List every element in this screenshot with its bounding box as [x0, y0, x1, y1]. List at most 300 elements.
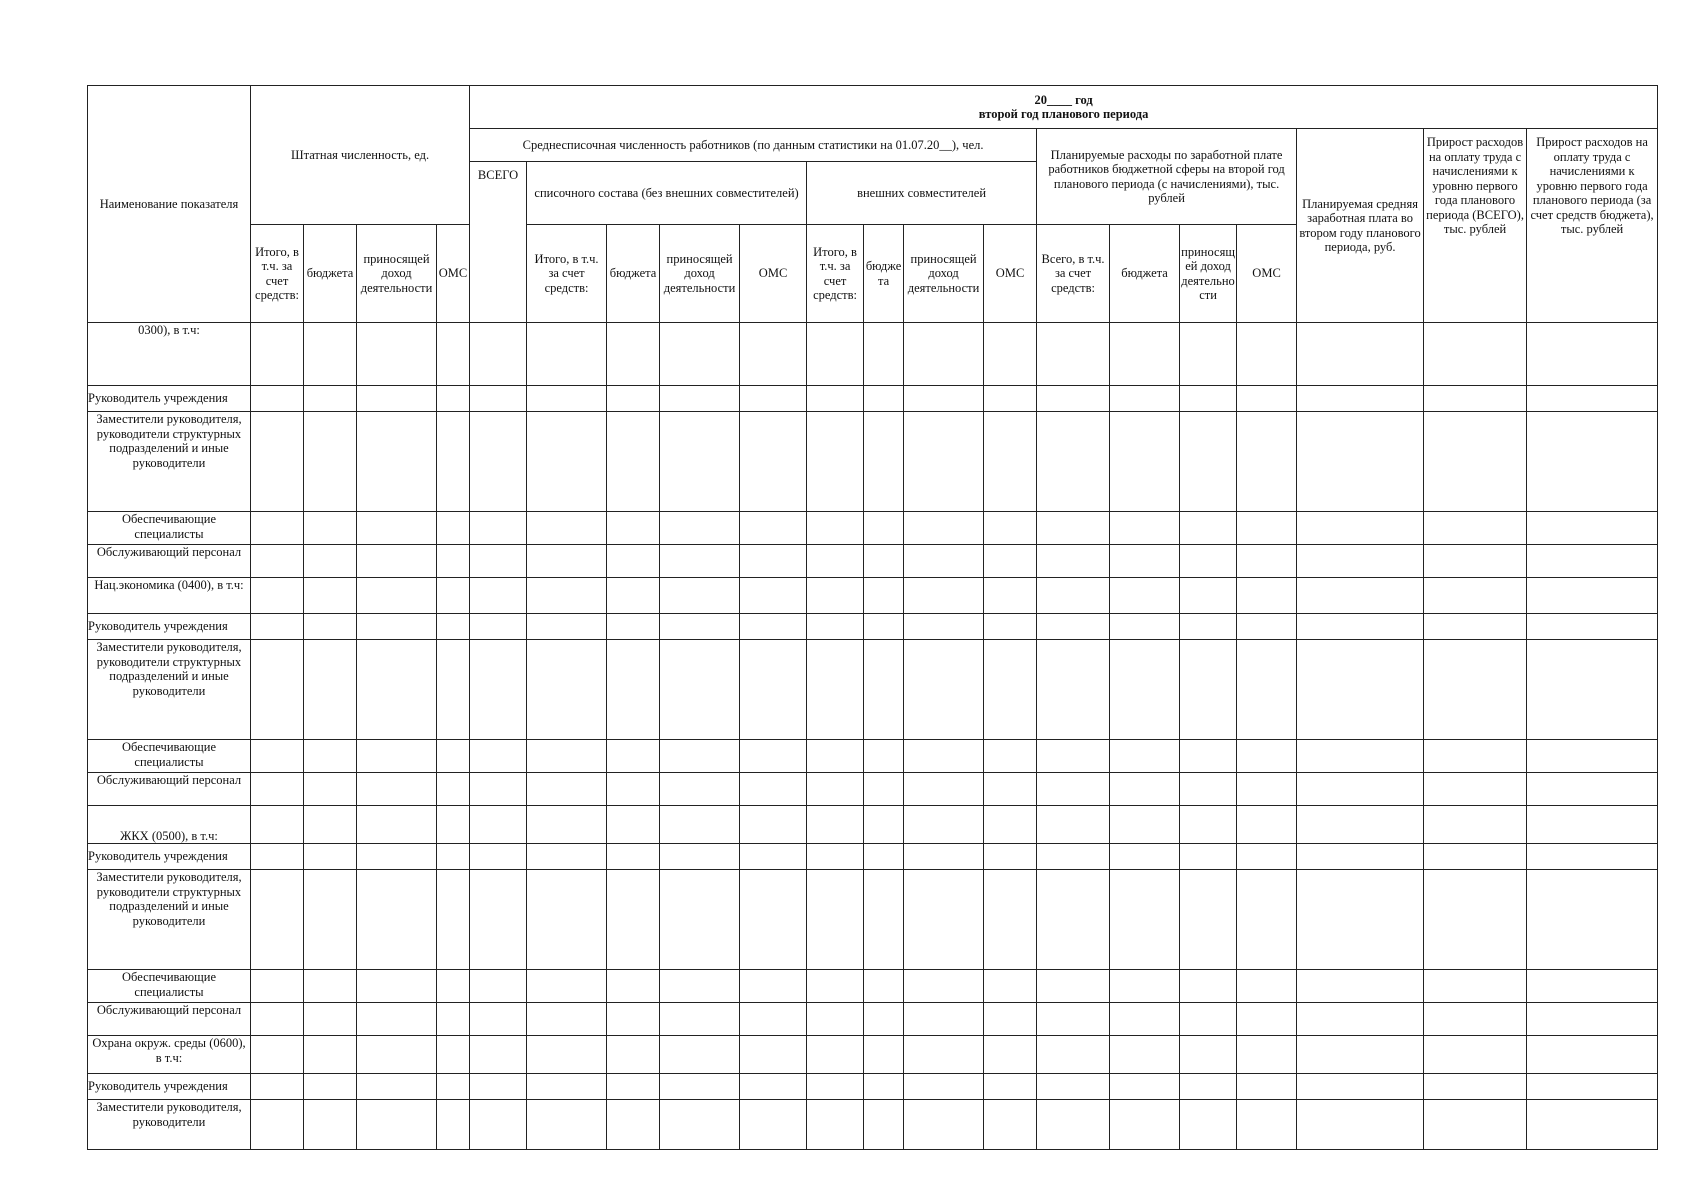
data-cell[interactable] — [304, 512, 357, 545]
data-cell[interactable] — [357, 740, 437, 773]
data-cell[interactable] — [357, 614, 437, 640]
data-cell[interactable] — [527, 1036, 607, 1074]
data-cell[interactable] — [1180, 1003, 1237, 1036]
data-cell[interactable] — [527, 806, 607, 844]
data-cell[interactable] — [607, 512, 660, 545]
data-cell[interactable] — [904, 1074, 984, 1100]
data-cell[interactable] — [740, 512, 807, 545]
data-cell[interactable] — [357, 512, 437, 545]
data-cell[interactable] — [1424, 545, 1527, 578]
data-cell[interactable] — [984, 386, 1037, 412]
data-cell[interactable] — [1237, 1003, 1297, 1036]
data-cell[interactable] — [1110, 870, 1180, 970]
data-cell[interactable] — [1297, 512, 1424, 545]
data-cell[interactable] — [864, 412, 904, 512]
data-cell[interactable] — [984, 806, 1037, 844]
data-cell[interactable] — [304, 412, 357, 512]
data-cell[interactable] — [1037, 1003, 1110, 1036]
data-cell[interactable] — [1527, 844, 1658, 870]
data-cell[interactable] — [1527, 740, 1658, 773]
data-cell[interactable] — [1180, 740, 1237, 773]
data-cell[interactable] — [864, 806, 904, 844]
data-cell[interactable] — [1180, 412, 1237, 512]
data-cell[interactable] — [740, 806, 807, 844]
data-cell[interactable] — [1297, 970, 1424, 1003]
data-cell[interactable] — [1180, 512, 1237, 545]
data-cell[interactable] — [527, 545, 607, 578]
data-cell[interactable] — [607, 578, 660, 614]
data-cell[interactable] — [1297, 870, 1424, 970]
data-cell[interactable] — [470, 578, 527, 614]
data-cell[interactable] — [807, 386, 864, 412]
data-cell[interactable] — [1297, 640, 1424, 740]
data-cell[interactable] — [1527, 412, 1658, 512]
data-cell[interactable] — [470, 1003, 527, 1036]
data-cell[interactable] — [1297, 412, 1424, 512]
data-cell[interactable] — [984, 844, 1037, 870]
data-cell[interactable] — [1110, 806, 1180, 844]
data-cell[interactable] — [740, 386, 807, 412]
data-cell[interactable] — [740, 614, 807, 640]
data-cell[interactable] — [357, 1074, 437, 1100]
data-cell[interactable] — [470, 412, 527, 512]
data-cell[interactable] — [807, 545, 864, 578]
data-cell[interactable] — [1237, 323, 1297, 386]
data-cell[interactable] — [437, 323, 470, 386]
data-cell[interactable] — [864, 1100, 904, 1150]
data-cell[interactable] — [1037, 614, 1110, 640]
data-cell[interactable] — [1180, 614, 1237, 640]
data-cell[interactable] — [1424, 614, 1527, 640]
data-cell[interactable] — [660, 740, 740, 773]
data-cell[interactable] — [904, 1036, 984, 1074]
data-cell[interactable] — [527, 1100, 607, 1150]
data-cell[interactable] — [1297, 545, 1424, 578]
data-cell[interactable] — [1424, 578, 1527, 614]
data-cell[interactable] — [1180, 773, 1237, 806]
data-cell[interactable] — [304, 614, 357, 640]
data-cell[interactable] — [904, 1100, 984, 1150]
data-cell[interactable] — [251, 844, 304, 870]
data-cell[interactable] — [1037, 1036, 1110, 1074]
data-cell[interactable] — [1297, 1036, 1424, 1074]
data-cell[interactable] — [807, 640, 864, 740]
data-cell[interactable] — [607, 323, 660, 386]
data-cell[interactable] — [660, 870, 740, 970]
data-cell[interactable] — [660, 614, 740, 640]
data-cell[interactable] — [357, 844, 437, 870]
data-cell[interactable] — [607, 870, 660, 970]
data-cell[interactable] — [357, 970, 437, 1003]
data-cell[interactable] — [984, 1100, 1037, 1150]
data-cell[interactable] — [470, 870, 527, 970]
data-cell[interactable] — [1424, 412, 1527, 512]
data-cell[interactable] — [1110, 412, 1180, 512]
data-cell[interactable] — [437, 773, 470, 806]
data-cell[interactable] — [251, 545, 304, 578]
data-cell[interactable] — [304, 1100, 357, 1150]
data-cell[interactable] — [1527, 614, 1658, 640]
data-cell[interactable] — [740, 640, 807, 740]
data-cell[interactable] — [251, 773, 304, 806]
data-cell[interactable] — [437, 545, 470, 578]
data-cell[interactable] — [527, 386, 607, 412]
data-cell[interactable] — [607, 806, 660, 844]
data-cell[interactable] — [1297, 386, 1424, 412]
data-cell[interactable] — [864, 323, 904, 386]
data-cell[interactable] — [251, 1100, 304, 1150]
data-cell[interactable] — [1037, 1074, 1110, 1100]
data-cell[interactable] — [607, 773, 660, 806]
data-cell[interactable] — [470, 970, 527, 1003]
data-cell[interactable] — [904, 614, 984, 640]
data-cell[interactable] — [1180, 578, 1237, 614]
data-cell[interactable] — [1180, 844, 1237, 870]
data-cell[interactable] — [807, 740, 864, 773]
data-cell[interactable] — [527, 323, 607, 386]
data-cell[interactable] — [1037, 578, 1110, 614]
data-cell[interactable] — [660, 1074, 740, 1100]
data-cell[interactable] — [607, 740, 660, 773]
data-cell[interactable] — [1037, 323, 1110, 386]
data-cell[interactable] — [1297, 1074, 1424, 1100]
data-cell[interactable] — [437, 870, 470, 970]
data-cell[interactable] — [864, 844, 904, 870]
data-cell[interactable] — [660, 844, 740, 870]
data-cell[interactable] — [864, 1074, 904, 1100]
data-cell[interactable] — [740, 1100, 807, 1150]
data-cell[interactable] — [304, 1036, 357, 1074]
data-cell[interactable] — [251, 740, 304, 773]
data-cell[interactable] — [1180, 323, 1237, 386]
data-cell[interactable] — [527, 640, 607, 740]
data-cell[interactable] — [660, 578, 740, 614]
data-cell[interactable] — [904, 545, 984, 578]
data-cell[interactable] — [740, 412, 807, 512]
data-cell[interactable] — [1037, 386, 1110, 412]
data-cell[interactable] — [660, 412, 740, 512]
data-cell[interactable] — [607, 1036, 660, 1074]
data-cell[interactable] — [1110, 640, 1180, 740]
data-cell[interactable] — [1180, 1074, 1237, 1100]
data-cell[interactable] — [807, 323, 864, 386]
data-cell[interactable] — [437, 512, 470, 545]
data-cell[interactable] — [607, 545, 660, 578]
data-cell[interactable] — [984, 1074, 1037, 1100]
data-cell[interactable] — [1237, 412, 1297, 512]
data-cell[interactable] — [807, 1003, 864, 1036]
data-cell[interactable] — [660, 773, 740, 806]
data-cell[interactable] — [527, 870, 607, 970]
data-cell[interactable] — [1424, 386, 1527, 412]
data-cell[interactable] — [1110, 773, 1180, 806]
data-cell[interactable] — [1424, 970, 1527, 1003]
data-cell[interactable] — [984, 740, 1037, 773]
data-cell[interactable] — [304, 1074, 357, 1100]
data-cell[interactable] — [904, 806, 984, 844]
data-cell[interactable] — [1110, 323, 1180, 386]
data-cell[interactable] — [660, 1003, 740, 1036]
data-cell[interactable] — [1297, 1003, 1424, 1036]
data-cell[interactable] — [607, 640, 660, 740]
data-cell[interactable] — [864, 640, 904, 740]
data-cell[interactable] — [1424, 323, 1527, 386]
data-cell[interactable] — [527, 740, 607, 773]
data-cell[interactable] — [437, 412, 470, 512]
data-cell[interactable] — [527, 512, 607, 545]
data-cell[interactable] — [864, 545, 904, 578]
data-cell[interactable] — [357, 640, 437, 740]
data-cell[interactable] — [904, 386, 984, 412]
data-cell[interactable] — [251, 640, 304, 740]
data-cell[interactable] — [1527, 323, 1658, 386]
data-cell[interactable] — [1037, 970, 1110, 1003]
data-cell[interactable] — [864, 512, 904, 545]
data-cell[interactable] — [984, 578, 1037, 614]
data-cell[interactable] — [864, 614, 904, 640]
data-cell[interactable] — [1297, 844, 1424, 870]
data-cell[interactable] — [304, 740, 357, 773]
data-cell[interactable] — [470, 640, 527, 740]
data-cell[interactable] — [1037, 1100, 1110, 1150]
data-cell[interactable] — [1297, 806, 1424, 844]
data-cell[interactable] — [1037, 640, 1110, 740]
data-cell[interactable] — [984, 614, 1037, 640]
data-cell[interactable] — [1527, 870, 1658, 970]
data-cell[interactable] — [251, 614, 304, 640]
data-cell[interactable] — [470, 323, 527, 386]
data-cell[interactable] — [864, 386, 904, 412]
data-cell[interactable] — [807, 870, 864, 970]
data-cell[interactable] — [527, 412, 607, 512]
data-cell[interactable] — [470, 614, 527, 640]
data-cell[interactable] — [740, 844, 807, 870]
data-cell[interactable] — [304, 323, 357, 386]
data-cell[interactable] — [1237, 1036, 1297, 1074]
data-cell[interactable] — [904, 578, 984, 614]
data-cell[interactable] — [1037, 412, 1110, 512]
data-cell[interactable] — [864, 773, 904, 806]
data-cell[interactable] — [470, 512, 527, 545]
data-cell[interactable] — [470, 1074, 527, 1100]
data-cell[interactable] — [304, 844, 357, 870]
data-cell[interactable] — [1424, 640, 1527, 740]
data-cell[interactable] — [1237, 545, 1297, 578]
data-cell[interactable] — [437, 1036, 470, 1074]
data-cell[interactable] — [1180, 970, 1237, 1003]
data-cell[interactable] — [984, 870, 1037, 970]
data-cell[interactable] — [1110, 545, 1180, 578]
data-cell[interactable] — [1297, 1100, 1424, 1150]
data-cell[interactable] — [607, 386, 660, 412]
data-cell[interactable] — [1527, 640, 1658, 740]
data-cell[interactable] — [1037, 545, 1110, 578]
data-cell[interactable] — [1180, 640, 1237, 740]
data-cell[interactable] — [904, 844, 984, 870]
data-cell[interactable] — [984, 323, 1037, 386]
data-cell[interactable] — [357, 806, 437, 844]
data-cell[interactable] — [1297, 578, 1424, 614]
data-cell[interactable] — [527, 970, 607, 1003]
data-cell[interactable] — [357, 323, 437, 386]
data-cell[interactable] — [1297, 773, 1424, 806]
data-cell[interactable] — [527, 1003, 607, 1036]
data-cell[interactable] — [984, 970, 1037, 1003]
data-cell[interactable] — [1237, 773, 1297, 806]
data-cell[interactable] — [660, 545, 740, 578]
data-cell[interactable] — [807, 773, 864, 806]
data-cell[interactable] — [1180, 806, 1237, 844]
data-cell[interactable] — [904, 773, 984, 806]
data-cell[interactable] — [251, 1003, 304, 1036]
data-cell[interactable] — [437, 614, 470, 640]
data-cell[interactable] — [740, 1074, 807, 1100]
data-cell[interactable] — [1237, 970, 1297, 1003]
data-cell[interactable] — [904, 323, 984, 386]
data-cell[interactable] — [251, 412, 304, 512]
data-cell[interactable] — [984, 640, 1037, 740]
data-cell[interactable] — [1527, 1036, 1658, 1074]
data-cell[interactable] — [437, 578, 470, 614]
data-cell[interactable] — [1424, 1100, 1527, 1150]
data-cell[interactable] — [1110, 1003, 1180, 1036]
data-cell[interactable] — [904, 740, 984, 773]
data-cell[interactable] — [1424, 773, 1527, 806]
data-cell[interactable] — [304, 870, 357, 970]
data-cell[interactable] — [1037, 806, 1110, 844]
data-cell[interactable] — [357, 870, 437, 970]
data-cell[interactable] — [357, 412, 437, 512]
data-cell[interactable] — [304, 386, 357, 412]
data-cell[interactable] — [740, 740, 807, 773]
data-cell[interactable] — [660, 1100, 740, 1150]
data-cell[interactable] — [1297, 740, 1424, 773]
data-cell[interactable] — [807, 806, 864, 844]
data-cell[interactable] — [1424, 1036, 1527, 1074]
data-cell[interactable] — [1110, 614, 1180, 640]
data-cell[interactable] — [607, 1003, 660, 1036]
data-cell[interactable] — [357, 1100, 437, 1150]
data-cell[interactable] — [1527, 1100, 1658, 1150]
data-cell[interactable] — [740, 545, 807, 578]
data-cell[interactable] — [527, 1074, 607, 1100]
data-cell[interactable] — [1180, 1100, 1237, 1150]
data-cell[interactable] — [1110, 386, 1180, 412]
data-cell[interactable] — [807, 970, 864, 1003]
data-cell[interactable] — [1527, 578, 1658, 614]
data-cell[interactable] — [1237, 1100, 1297, 1150]
data-cell[interactable] — [304, 970, 357, 1003]
data-cell[interactable] — [1424, 870, 1527, 970]
data-cell[interactable] — [1110, 1036, 1180, 1074]
data-cell[interactable] — [470, 740, 527, 773]
data-cell[interactable] — [437, 970, 470, 1003]
data-cell[interactable] — [527, 773, 607, 806]
data-cell[interactable] — [357, 578, 437, 614]
data-cell[interactable] — [251, 970, 304, 1003]
data-cell[interactable] — [807, 1100, 864, 1150]
data-cell[interactable] — [437, 1074, 470, 1100]
data-cell[interactable] — [251, 1074, 304, 1100]
data-cell[interactable] — [304, 640, 357, 740]
data-cell[interactable] — [251, 870, 304, 970]
data-cell[interactable] — [807, 1036, 864, 1074]
data-cell[interactable] — [1297, 614, 1424, 640]
data-cell[interactable] — [660, 640, 740, 740]
data-cell[interactable] — [904, 870, 984, 970]
data-cell[interactable] — [437, 386, 470, 412]
data-cell[interactable] — [437, 844, 470, 870]
data-cell[interactable] — [1424, 1003, 1527, 1036]
data-cell[interactable] — [904, 512, 984, 545]
data-cell[interactable] — [607, 1074, 660, 1100]
data-cell[interactable] — [1237, 740, 1297, 773]
data-cell[interactable] — [740, 773, 807, 806]
data-cell[interactable] — [527, 578, 607, 614]
data-cell[interactable] — [1110, 1074, 1180, 1100]
data-cell[interactable] — [807, 512, 864, 545]
data-cell[interactable] — [304, 578, 357, 614]
data-cell[interactable] — [1424, 806, 1527, 844]
data-cell[interactable] — [437, 1003, 470, 1036]
data-cell[interactable] — [1110, 512, 1180, 545]
data-cell[interactable] — [1110, 844, 1180, 870]
data-cell[interactable] — [864, 1003, 904, 1036]
data-cell[interactable] — [807, 1074, 864, 1100]
data-cell[interactable] — [1424, 844, 1527, 870]
data-cell[interactable] — [1237, 578, 1297, 614]
data-cell[interactable] — [251, 512, 304, 545]
data-cell[interactable] — [607, 1100, 660, 1150]
data-cell[interactable] — [1527, 1074, 1658, 1100]
data-cell[interactable] — [1297, 323, 1424, 386]
data-cell[interactable] — [740, 870, 807, 970]
data-cell[interactable] — [357, 1003, 437, 1036]
data-cell[interactable] — [304, 773, 357, 806]
data-cell[interactable] — [864, 740, 904, 773]
data-cell[interactable] — [984, 512, 1037, 545]
data-cell[interactable] — [660, 970, 740, 1003]
data-cell[interactable] — [304, 806, 357, 844]
data-cell[interactable] — [864, 578, 904, 614]
data-cell[interactable] — [607, 412, 660, 512]
data-cell[interactable] — [864, 870, 904, 970]
data-cell[interactable] — [1237, 1074, 1297, 1100]
data-cell[interactable] — [470, 386, 527, 412]
data-cell[interactable] — [251, 1036, 304, 1074]
data-cell[interactable] — [1424, 740, 1527, 773]
data-cell[interactable] — [527, 614, 607, 640]
data-cell[interactable] — [437, 1100, 470, 1150]
data-cell[interactable] — [984, 1036, 1037, 1074]
data-cell[interactable] — [904, 1003, 984, 1036]
data-cell[interactable] — [470, 1100, 527, 1150]
data-cell[interactable] — [1037, 773, 1110, 806]
data-cell[interactable] — [1180, 1036, 1237, 1074]
data-cell[interactable] — [1527, 970, 1658, 1003]
data-cell[interactable] — [1110, 1100, 1180, 1150]
data-cell[interactable] — [984, 545, 1037, 578]
data-cell[interactable] — [984, 1003, 1037, 1036]
data-cell[interactable] — [660, 386, 740, 412]
data-cell[interactable] — [1237, 614, 1297, 640]
data-cell[interactable] — [864, 970, 904, 1003]
data-cell[interactable] — [1037, 844, 1110, 870]
data-cell[interactable] — [1424, 1074, 1527, 1100]
data-cell[interactable] — [1237, 386, 1297, 412]
data-cell[interactable] — [807, 578, 864, 614]
data-cell[interactable] — [984, 773, 1037, 806]
